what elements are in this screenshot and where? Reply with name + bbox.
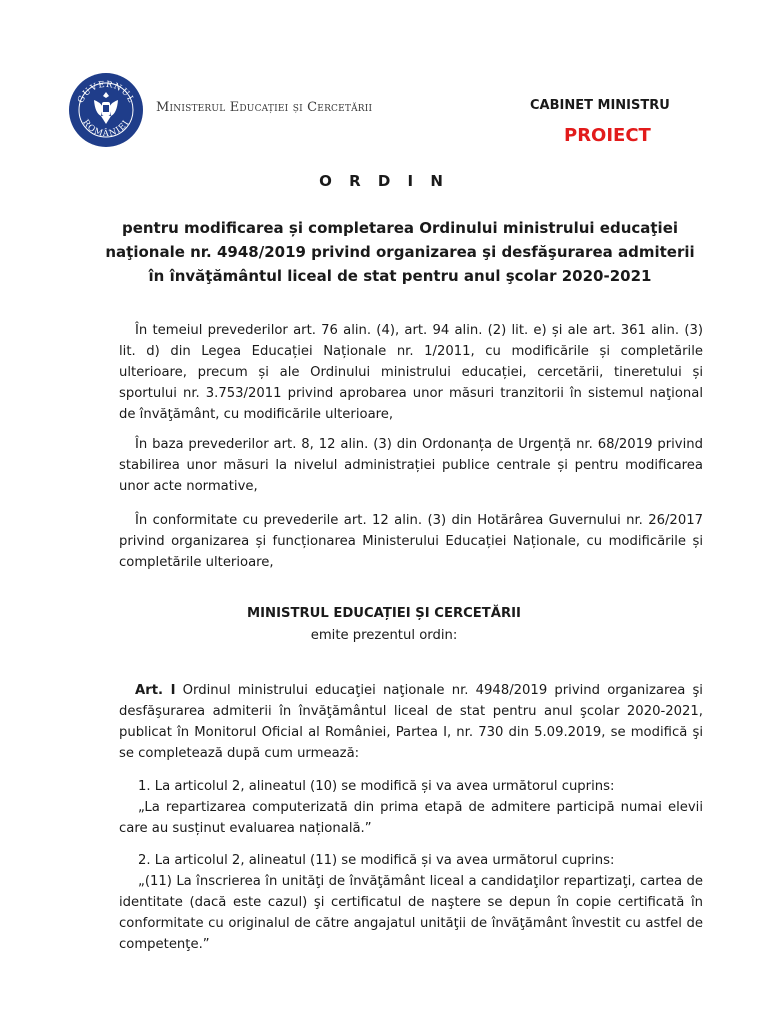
article-text: Ordinul ministrului educaţiei naţionale nr. 4948/2019 privind organizarea şi desfăşurarea admiterii în învăţământul liceal de stat pentru anul şcolar 2020-2021, publicat în Monitorul Oficial al României, Partea I, nr. 730 din 5.09.2019, se modifică şi se completează după cum urmează: [119, 683, 703, 761]
document-subtitle: pentru modificarea și completarea Ordinului ministrului educaţiei naţionale nr. 4948/2019 privind organizarea şi desfăşurarea admiterii în învăţământul liceal de stat pentru anul şcolar 2020-2021 [105, 219, 695, 285]
article-label: Art. I [135, 683, 176, 698]
article-1 [119, 680, 703, 764]
cabinet-label: CABINET MINISTRU [530, 98, 670, 113]
amendment-point-2 [119, 850, 703, 955]
preamble-paragraph-3: În conformitate cu prevederile art. 12 alin. (3) din Hotărârea Guvernului nr. 26/2017 privind organizarea și funcționarea Ministerului Educației Naționale, cu modificările și completările ulterioare, [119, 513, 703, 570]
svg-text:GUVERNUL: GUVERNUL [76, 79, 136, 105]
preamble-paragraph-2: În baza prevederilor art. 8, 12 alin. (3) din Ordonanța de Urgență nr. 68/2019 privind stabilirea unor măsuri la nivelul administrației publice centrale și pentru modificarea unor acte normative, [119, 437, 703, 494]
amendment-heading: 1. La articolul 2, alineatul (10) se modifică și va avea următorul cuprins: [138, 779, 615, 794]
preamble-paragraph-1: În temeiul prevederilor art. 76 alin. (4), art. 94 alin. (2) lit. e) și ale art. 361 alin. (3) lit. d) din Legea Educației Naționale nr. 1/2011, cu modificările și completările ulterioare, precum și ale Ordinului ministrului educației, cercetării, tineretului și sportului nr. 3.753/2011 privind aprobarea unor măsuri tranzitorii în sistemul naţional de învăţământ, cu modificările ulterioare, [119, 323, 703, 422]
amendment-quote: „(11) La înscrierea în unităţi de învăţământ liceal a candidaţilor repartizaţi, cartea de identitate (dacă este cazul) şi certificatul de naştere se depun în copie certificată în conformitate cu originalul de către angajatul unităţii de învăţământ învestit cu astfel de competenţe.” [119, 874, 703, 952]
amendment-point-1 [119, 776, 703, 839]
government-seal-logo [68, 72, 144, 148]
document-title: O R D I N [319, 172, 449, 190]
issuer-heading: MINISTRUL EDUCAȚIEI ȘI CERCETĂRII [247, 606, 521, 621]
svg-text:ROMÂNIEI: ROMÂNIEI [80, 117, 132, 140]
draft-status-label: PROIECT [564, 125, 651, 146]
amendment-quote: „La repartizarea computerizată din prima etapă de admitere participă numai elevii care au susținut evaluarea națională.” [119, 800, 703, 836]
issues-line: emite prezentul ordin: [310, 628, 458, 643]
amendment-heading: 2. La articolul 2, alineatul (11) se modifică și va avea următorul cuprins: [138, 853, 615, 868]
document-header [68, 72, 708, 152]
ministry-name: Ministerul Educației și Cercetării [156, 100, 373, 115]
